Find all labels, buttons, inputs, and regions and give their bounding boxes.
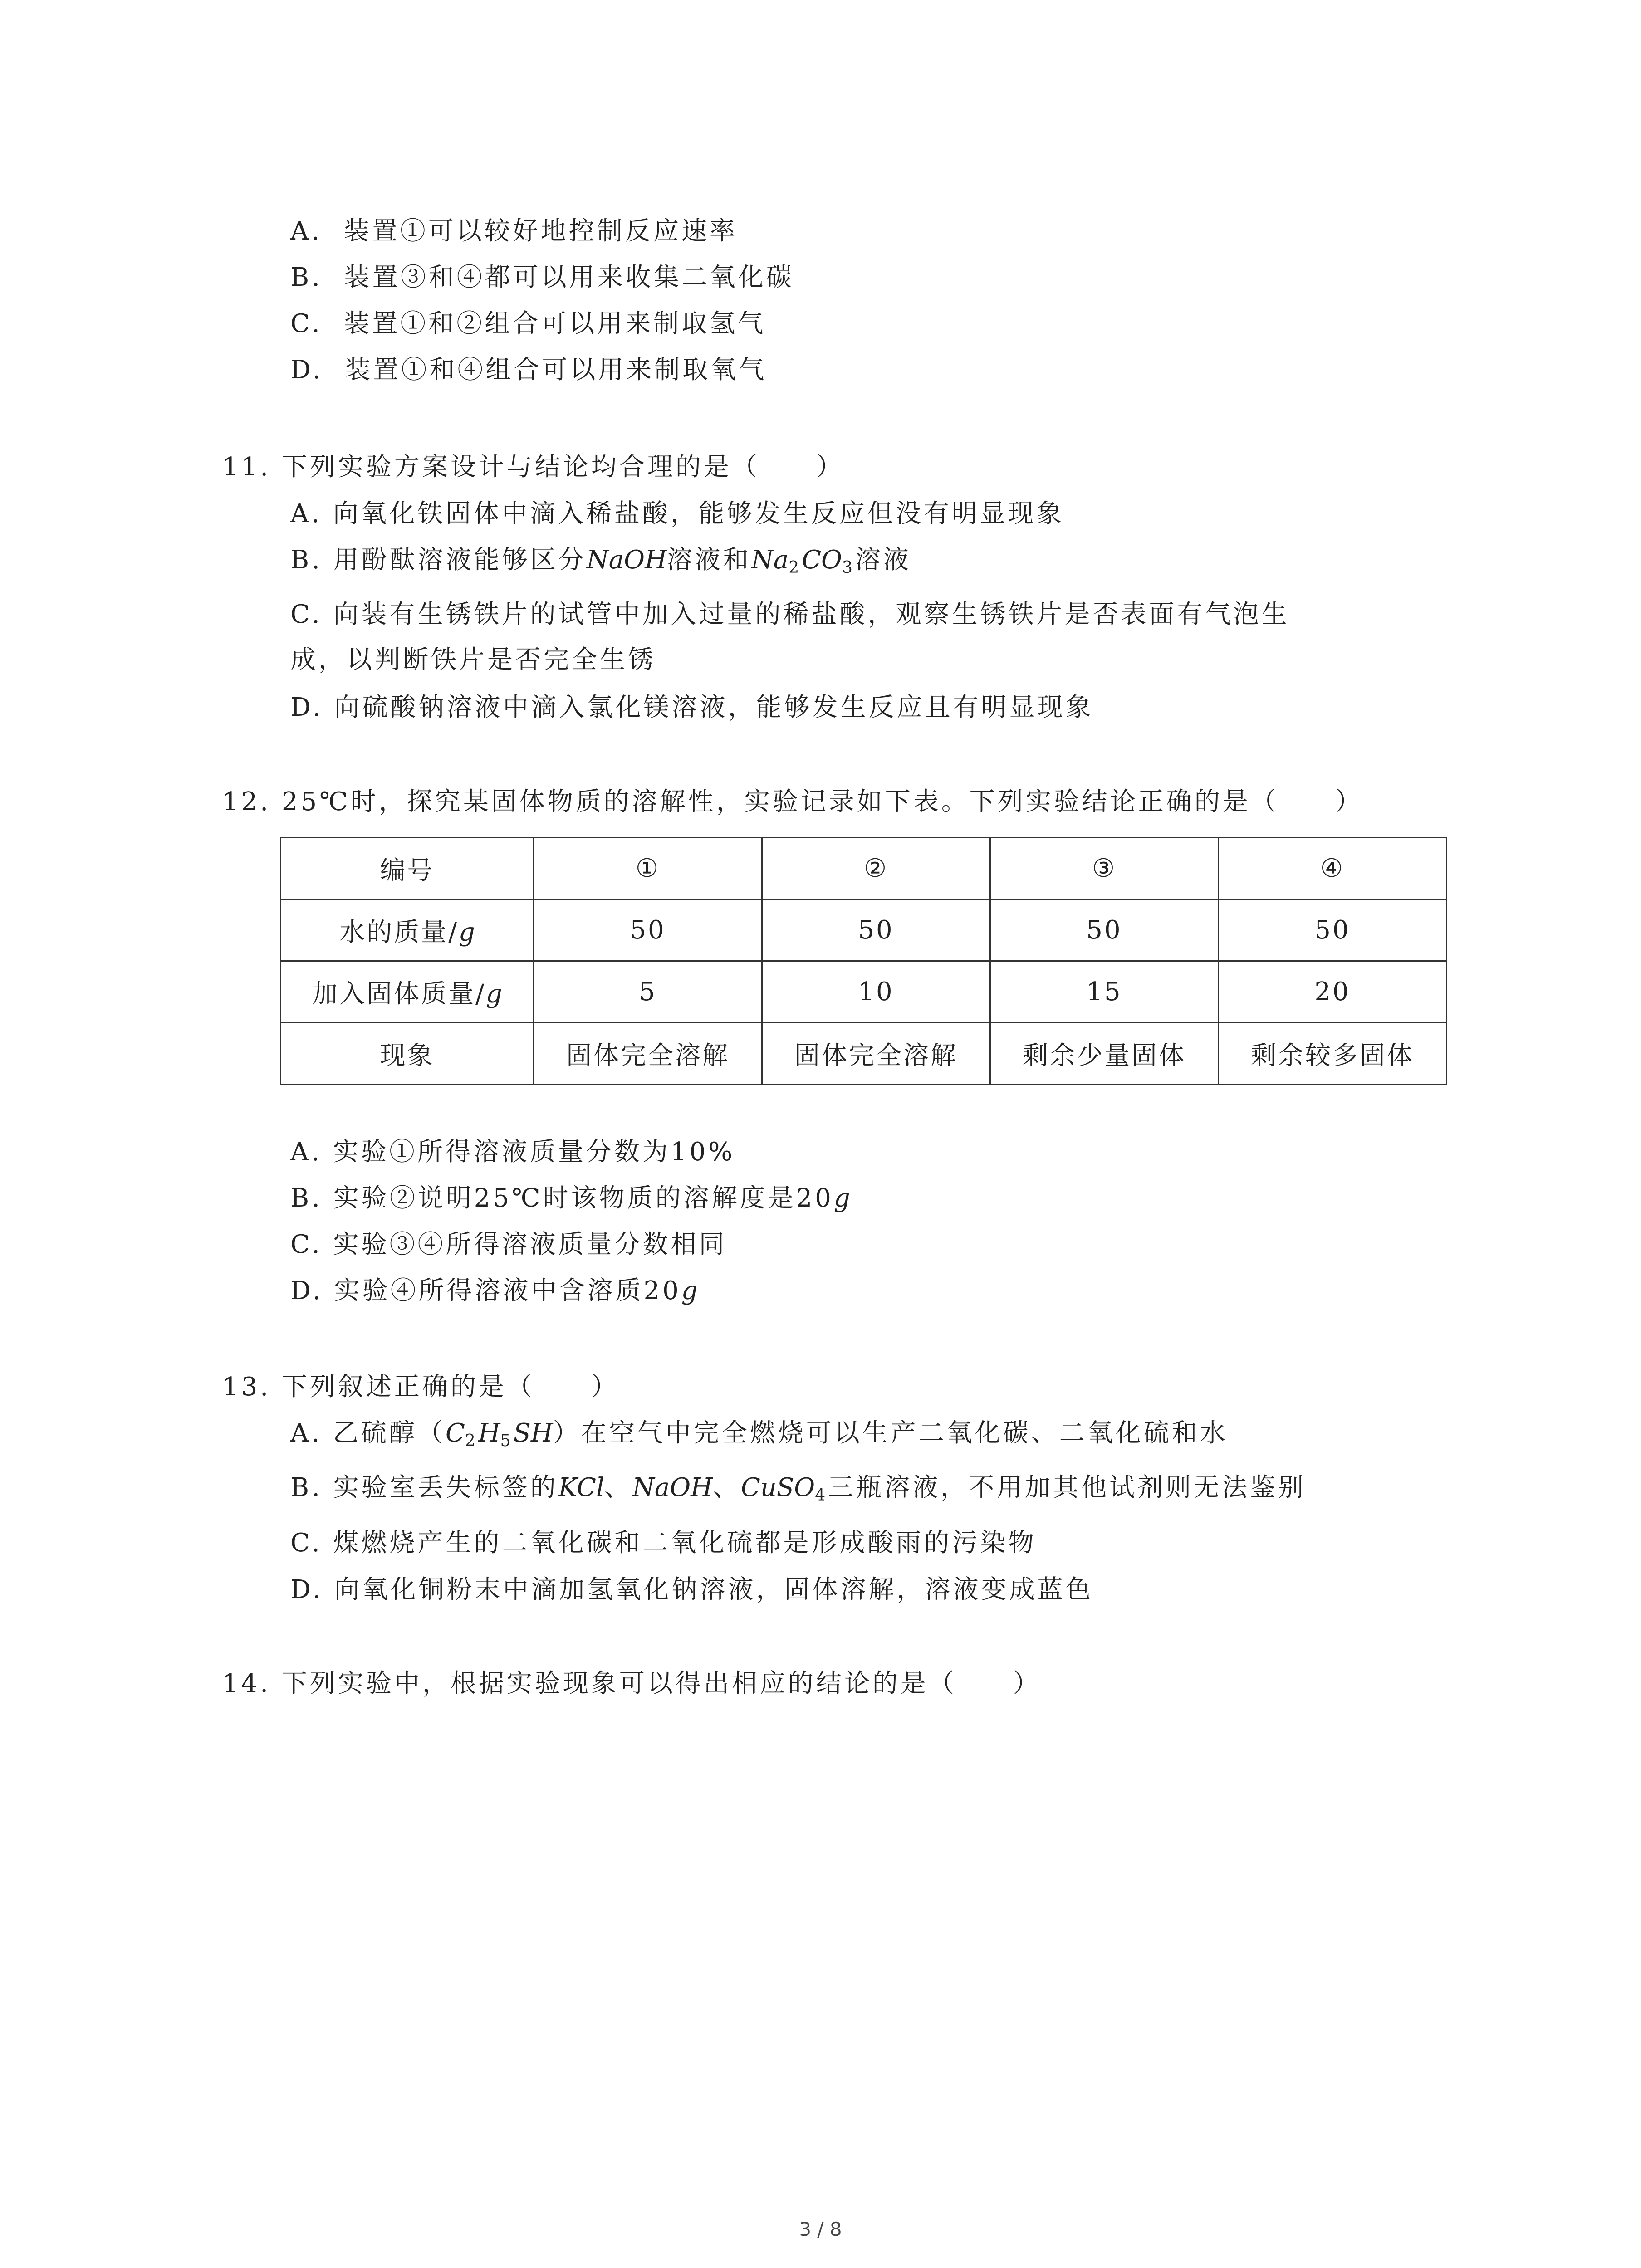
q14-stem: 14. 下列实验中，根据实验现象可以得出相应的结论的是（ ） xyxy=(222,1669,1041,1698)
table-cell: 水的质量/g xyxy=(281,899,534,961)
table-cell: ② xyxy=(762,838,990,899)
table-cell: 15 xyxy=(990,961,1219,1023)
table-cell: 10 xyxy=(762,961,990,1023)
q11-option-c-line1: C. 向装有生锈铁片的试管中加入过量的稀盐酸，观察生锈铁片是否表面有气泡生 xyxy=(290,600,1290,629)
table-cell: 编号 xyxy=(281,838,534,899)
q12-option-b: B. 实验②说明25℃时该物质的溶解度是20g xyxy=(290,1183,850,1213)
q11-option-a: A. 向氧化铁固体中滴入稀盐酸，能够发生反应但没有明显现象 xyxy=(290,499,1065,528)
table-cell: 固体完全溶解 xyxy=(534,1023,762,1085)
table-cell: 固体完全溶解 xyxy=(762,1023,990,1085)
q13-option-b: B. 实验室丢失标签的KCl、NaOH、CuSO$_4$三瓶溶液，不用加其他试剂则无法鉴别 xyxy=(290,1473,1307,1505)
q13-option-c: C. 煤燃烧产生的二氧化碳和二氧化硫都是形成酸雨的污染物 xyxy=(290,1528,1037,1558)
table-row xyxy=(281,899,1447,961)
q11-option-c-line2: 成，以判断铁片是否完全生锈 xyxy=(290,645,656,675)
q13-option-a: A. 乙硫醇$(C_2H_5SH)$在空气中完全燃烧可以生产二氧化碳、二氧化硫和水 xyxy=(290,1418,1228,1450)
table-cell: 加入固体质量/g xyxy=(281,961,534,1023)
q10-option-d: D. 装置①和④组合可以用来制取氧气 xyxy=(290,355,767,385)
page-number: 3 / 8 xyxy=(799,2218,842,2240)
q10-option-b: B. 装置③和④都可以用来收集二氧化碳 xyxy=(290,263,794,292)
q12-option-c: C. 实验③④所得溶液质量分数相同 xyxy=(290,1230,727,1259)
table-cell: 剩余较多固体 xyxy=(1219,1023,1447,1085)
table-cell: 50 xyxy=(1219,899,1447,961)
table-cell: ① xyxy=(534,838,762,899)
q12-option-d: D. 实验④所得溶液中含溶质20g xyxy=(290,1276,698,1305)
table-cell: 现象 xyxy=(281,1023,534,1085)
q11-option-b: B. 用酚酞溶液能够区分NaOH溶液和$Na_2CO_3$溶液 xyxy=(290,545,911,577)
table-cell: 5 xyxy=(534,961,762,1023)
q11-option-d: D. 向硫酸钠溶液中滴入氯化镁溶液，能够发生反应且有明显现象 xyxy=(290,693,1094,722)
table-cell: 50 xyxy=(762,899,990,961)
q12-data-table xyxy=(280,837,1447,1085)
q13-option-d: D. 向氧化铜粉末中滴加氢氧化钠溶液，固体溶解，溶液变成蓝色 xyxy=(290,1575,1094,1604)
q10-option-a: A. 装置①可以较好地控制反应速率 xyxy=(290,216,738,246)
q13-stem: 13. 下列叙述正确的是（ ） xyxy=(222,1372,619,1402)
table-cell: 50 xyxy=(534,899,762,961)
q12-option-a: A. 实验①所得溶液质量分数为10% xyxy=(290,1137,735,1167)
table-cell: ④ xyxy=(1219,838,1447,899)
table-row xyxy=(281,838,1447,899)
table-row xyxy=(281,1023,1447,1085)
table-cell: ③ xyxy=(990,838,1219,899)
table-row xyxy=(281,961,1447,1023)
q12-stem: 12. 25℃时，探究某固体物质的溶解性，实验记录如下表。下列实验结论正确的是（ ） xyxy=(222,787,1363,816)
q11-stem: 11. 下列实验方案设计与结论均合理的是（ ） xyxy=(222,452,844,482)
table-cell: 50 xyxy=(990,899,1219,961)
table-cell: 20 xyxy=(1219,961,1447,1023)
table-cell: 剩余少量固体 xyxy=(990,1023,1219,1085)
q10-option-c: C. 装置①和②组合可以用来制取氢气 xyxy=(290,309,766,338)
